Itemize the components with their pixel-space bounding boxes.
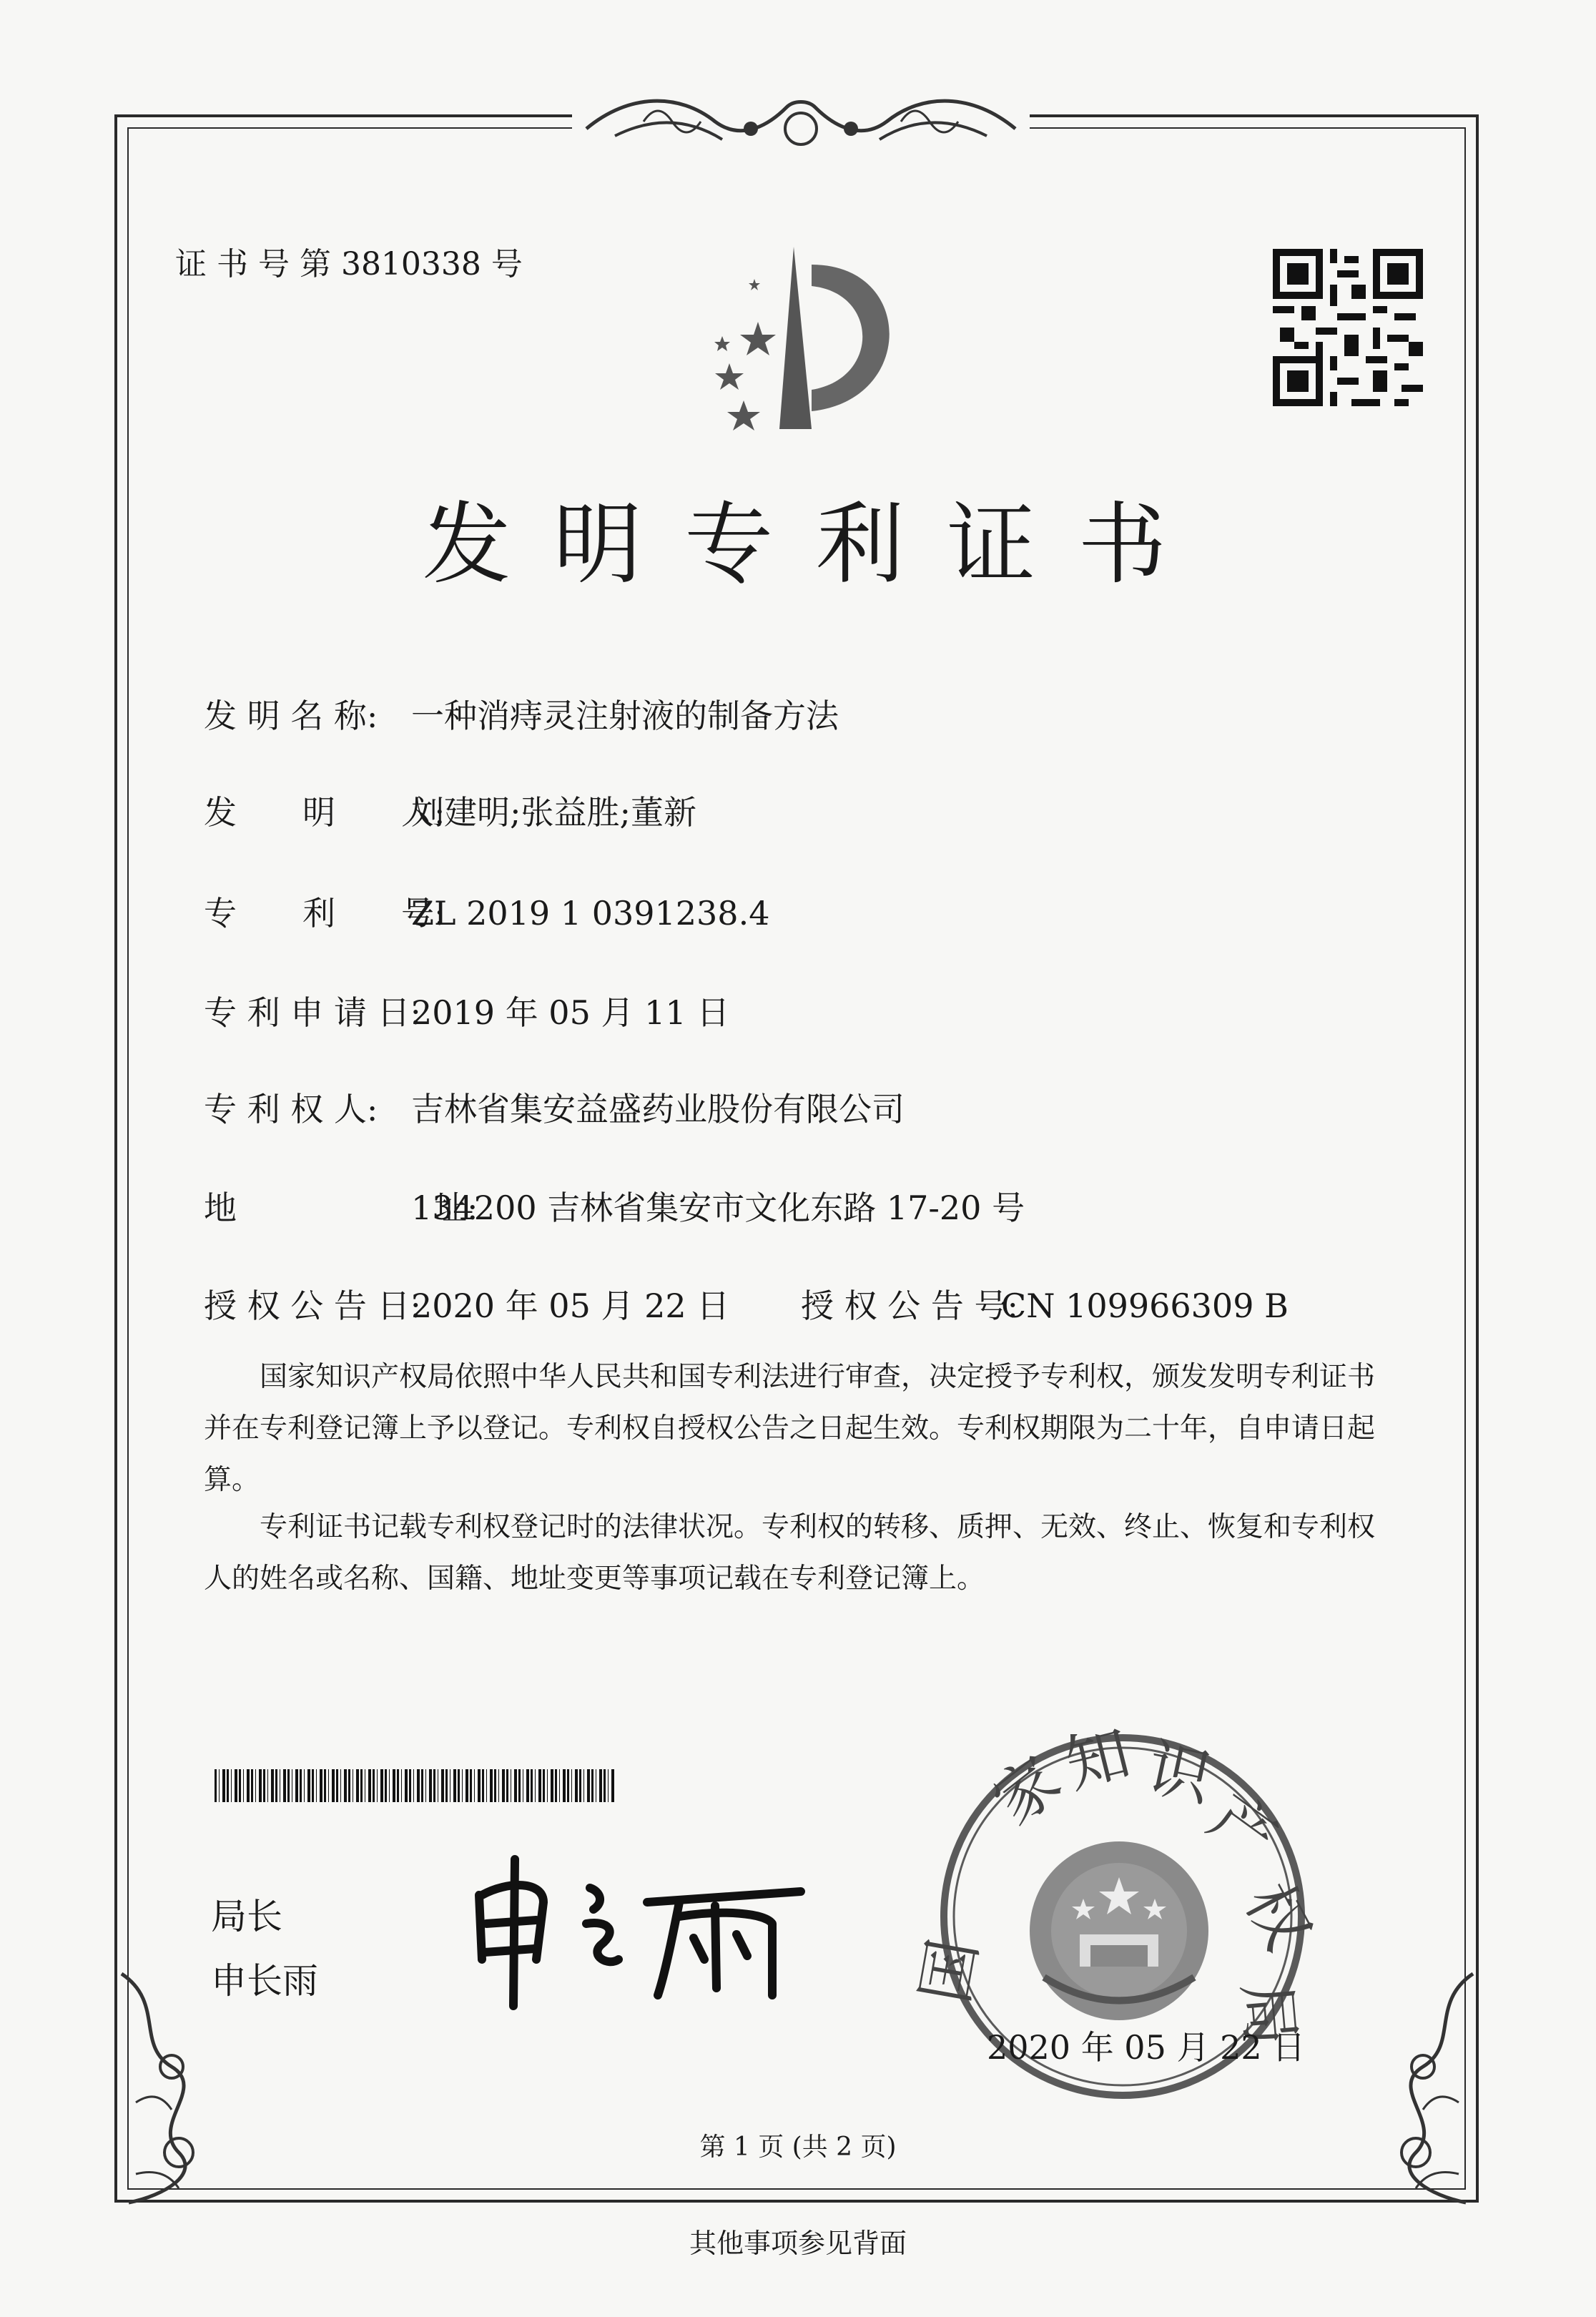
field-value-patentee: 吉林省集安益盛药业股份有限公司: [411, 1090, 905, 1128]
top-ornament-icon: [572, 79, 1030, 164]
field-value-application-date: 2019 年 05 月 11 日: [411, 993, 730, 1032]
statement-paragraph-2: 专利证书记载专利权登记时的法律状况。专利权的转移、质押、无效、终止、恢复和专利权人的姓名或名称、国籍、地址变更等事项记载在专利登记簿上。: [204, 1511, 1376, 1595]
svg-text:识: 识: [1141, 1730, 1218, 1816]
page-indicator: 第 1 页 (共 2 页): [699, 2132, 897, 2162]
field-label-grant-date: 授 权 公 告 日:: [204, 1287, 421, 1325]
footer-note: 其他事项参见背面: [689, 2228, 907, 2259]
announcement-number-value: CN 109966309 B: [1001, 1287, 1289, 1325]
field-value-patent-number: ZL 2019 1 0391238.4: [411, 894, 770, 933]
signatory-title: 局长: [211, 1896, 282, 1937]
seal-date: 2020 年 05 月 22 日: [987, 2028, 1306, 2067]
statement-paragraph-1: 国家知识产权局依照中华人民共和国专利法进行审查，决定授予专利权，颁发发明专利证书并在专利登记簿上予以登记。专利权自授权公告之日起生效。专利权期限为二十年，自申请日起算。: [204, 1361, 1376, 1496]
announcement-number-label: 授 权 公 告 号:: [801, 1287, 1018, 1325]
svg-text:产: 产: [1196, 1779, 1291, 1876]
handwritten-signature: [465, 1852, 808, 2017]
patent-office-emblem-icon: [686, 236, 930, 436]
svg-text:国: 国: [907, 1934, 991, 2009]
field-label-patentee: 专 利 权 人:: [204, 1090, 378, 1128]
field-value-grant-date: 2020 年 05 月 22 日: [411, 1287, 730, 1325]
field-value-invention-name: 一种消痔灵注射液的制备方法: [411, 697, 839, 735]
svg-text:知: 知: [1058, 1716, 1138, 1803]
certificate-number: 证 书 号 第 3810338 号: [175, 246, 523, 282]
certificate-title: 发 明 专 利 证 书: [422, 493, 1174, 596]
signatory-name: 申长雨: [211, 1960, 318, 2002]
field-value-inventors: 刘建明;张益胜;董新: [411, 793, 696, 832]
barcode: [215, 1769, 615, 1802]
svg-text:权: 权: [1231, 1871, 1326, 1962]
left-corner-ornament-icon: [107, 1959, 215, 2217]
field-label-patent-number: 专 利 号:: [204, 894, 445, 933]
qr-code-icon: [1273, 249, 1423, 406]
right-corner-ornament-icon: [1380, 1959, 1487, 2217]
field-label-application-date: 专 利 申 请 日:: [204, 993, 421, 1032]
field-label-inventors: 发 明 人:: [204, 793, 445, 832]
svg-text:家: 家: [979, 1742, 1075, 1839]
svg-text:局: 局: [1229, 1979, 1309, 2049]
field-label-invention-name: 发 明 名 称:: [204, 697, 378, 735]
field-label-address: 地 址:: [204, 1189, 478, 1227]
field-value-address: 134200 吉林省集安市文化东路 17-20 号: [411, 1189, 1025, 1227]
